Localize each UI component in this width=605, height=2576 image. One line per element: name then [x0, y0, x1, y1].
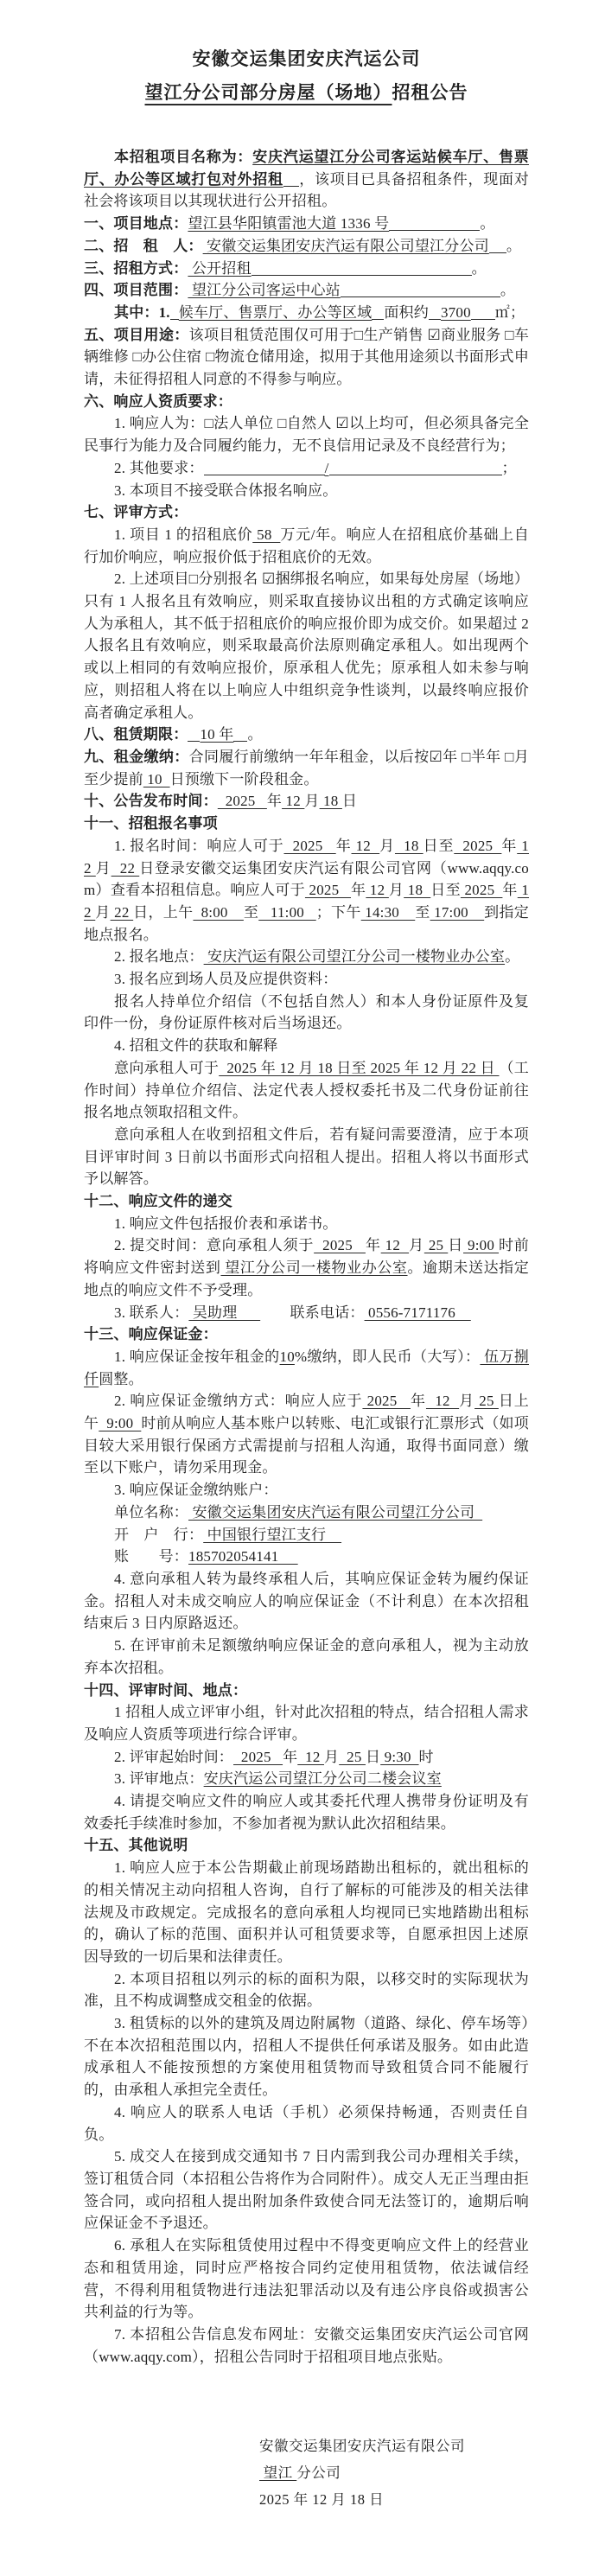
text-run: 月: [324, 1748, 340, 1765]
checkbox-checked-icon: ☑: [429, 748, 443, 765]
text-run: 9:00: [463, 1237, 500, 1254]
text-run: 年: [335, 837, 352, 854]
text-run: 2. 响应保证金缴纳方式：响应人应于: [114, 1393, 363, 1410]
checkbox-checked-icon: ☑: [335, 415, 349, 432]
checkbox-unchecked-icon: □: [205, 348, 215, 366]
doc-acquisition-heading: [84, 1035, 529, 1057]
other-item-2: [84, 1968, 529, 2012]
text-run: 月: [95, 903, 111, 921]
text-run: 物流仓储用途，拟用于其他用途须以书面形式申请，未征得招租人同意的不得参与响应。: [84, 348, 530, 388]
text-run: 七、评审方式：: [84, 504, 188, 521]
text-run: 二、招 租 人：: [84, 237, 203, 254]
text-run: 9:30: [380, 1748, 419, 1765]
text-run: 25: [474, 1393, 499, 1410]
document-title-line2: [84, 80, 529, 106]
text-run: 账 号：: [114, 1548, 188, 1565]
signup-personnel: [84, 968, 529, 991]
text-run: 其中：1.: [114, 303, 170, 321]
checkbox-unchecked-icon: □: [132, 348, 143, 366]
text-run: 2025: [454, 837, 502, 854]
text-run: 。: [480, 215, 495, 233]
text-run: 日，上午: [133, 903, 194, 921]
text-run: 到指定地点报名。: [84, 903, 530, 943]
section-10-publish-date: [84, 790, 529, 813]
text-run: 该项目租赁范围仅可用于: [188, 326, 354, 343]
text-run: 月: [304, 793, 320, 810]
signup-materials: [84, 991, 529, 1035]
signature-company: 安徽交运集团安庆汽运有限公司: [259, 2438, 465, 2454]
text-run: 18: [404, 882, 431, 899]
text-run: 安徽交运集团安庆汽运有限公司望江分公司: [188, 1503, 483, 1521]
signature-block: [259, 2433, 465, 2513]
section-15-heading: [84, 1834, 529, 1857]
checkbox-checked-icon: ☑: [427, 326, 441, 343]
blank-underline: [170, 319, 179, 320]
section-6-heading: [84, 391, 529, 413]
text-run: 生产销售: [363, 326, 428, 343]
review-time-item-3: [84, 1768, 529, 1790]
other-item-6: [84, 2235, 529, 2324]
section-13-heading: [84, 1323, 529, 1346]
text-run: 。逾期未送达指定地点的响应文件不予受理。: [84, 1259, 529, 1298]
text-run: 一、项目地点：: [84, 215, 188, 233]
text-run: 十三、响应保证金：: [84, 1326, 218, 1343]
text-run: 办公住宿: [142, 348, 206, 366]
blank-underline: [283, 186, 299, 187]
text-run: 日上午: [84, 1393, 529, 1432]
text-run: 法人单位: [213, 415, 278, 432]
text-run: 联系电话：: [260, 1304, 365, 1321]
text-run: 4. 请提交响应文件的响应人或其委托代理人携带身份证明及有效委托手续准时参加，不参加者视为默认此次招租结果。: [84, 1793, 529, 1832]
text-run: 。: [247, 726, 263, 743]
text-run: 候车厅、售票厅、办公等区域: [178, 303, 373, 321]
text-run: 3. 报名应到场人员及应提供资料：: [114, 971, 338, 988]
signature-date: 2025 年 12 月 18 日: [259, 2491, 385, 2508]
text-run: 9:00: [99, 1415, 142, 1432]
text-run: 意向承租人在收到招租文件后，若有疑问需要澄清，应于本项目评审时间 3 日前以书面形式向招租人提出。招租人将以书面形式予以解答。: [84, 1125, 529, 1188]
text-run: 四、项目范围：: [84, 282, 188, 299]
text-run: 1. 报名时间：响应人可于: [114, 837, 284, 854]
checkbox-unchecked-icon: □: [353, 326, 364, 343]
text-run: ；下午: [315, 903, 361, 921]
response-docs-contact: [84, 1302, 529, 1324]
text-run: 12: [282, 793, 305, 810]
text-run: 至: [415, 903, 430, 921]
review-time-item-2: [84, 1746, 529, 1769]
text-run: 单位名称：: [114, 1503, 188, 1521]
text-run: 五、项目用途：: [84, 326, 189, 343]
deposit-item-2: [84, 1390, 529, 1479]
text-run: 月: [388, 882, 404, 899]
other-item-1: [84, 1857, 529, 1968]
section-12-heading: [84, 1190, 529, 1213]
text-run: 月: [459, 1393, 475, 1410]
document-title-line1: [84, 0, 529, 73]
signup-time: [84, 835, 529, 947]
text-run: 12: [425, 1393, 460, 1410]
text-run: 2. 上述项目: [114, 571, 189, 588]
text-run: 18: [394, 837, 424, 854]
text-run: 0556-7171176: [364, 1304, 471, 1321]
text-run: 2025: [283, 837, 336, 854]
deposit-account-bank: [84, 1524, 529, 1546]
text-run: 1. 项目 1 的招租底价: [114, 526, 253, 543]
text-run: 日至: [430, 882, 461, 899]
text-run: 2025: [460, 882, 503, 899]
blank-underline: [252, 275, 472, 276]
checkbox-checked-icon: ☑: [261, 571, 276, 588]
text-run: 2025: [362, 1393, 411, 1410]
section-2-lessor: [84, 235, 529, 258]
blank-underline: [233, 741, 247, 742]
signature-branch-line: [259, 2459, 465, 2486]
text-run: 十四、评审时间、地点：: [84, 1681, 248, 1699]
other-item-4: [84, 2101, 529, 2146]
checkbox-unchecked-icon: □: [277, 415, 287, 432]
text-run: 公开招租: [188, 259, 252, 277]
checkbox-unchecked-icon: □: [462, 748, 471, 765]
section-11-heading: [84, 813, 529, 835]
section-3-method: [84, 258, 529, 280]
text-run: 。: [505, 948, 520, 966]
text-run: 商业服务: [440, 326, 506, 343]
blank-underline: [389, 230, 480, 231]
text-run: 年: [502, 882, 518, 899]
text-run: 时前将响应文件密封送到: [84, 1237, 529, 1277]
text-run: 至少提前: [84, 770, 143, 787]
text-run: 以上均可，但必须具备完全民事行为能力及合同履约能力，无不良信用记录及不良经营行为；: [84, 415, 530, 455]
response-docs-item-1: [84, 1213, 529, 1235]
text-run: 报名人持单位介绍信（不包括自然人）和本人身份证原件及复印件一份，身份证原件核对后当场退还。: [84, 992, 529, 1032]
text-run: 年: [283, 1748, 298, 1765]
text-run: 6. 承租人在实际租赁使用过程中不得变更响应文件上的经营业态和租赁用途，同时应严格按合同约定使用租赁物，依法诚信经营，不得利用租赁物进行违法犯罪活动以及有违公序良俗或损害公共利益的行为等。: [84, 2237, 529, 2321]
text-run: 十五、其他说明: [84, 1837, 188, 1854]
text-run: 本招租项目名称为：: [114, 149, 253, 165]
other-item-5: [84, 2146, 529, 2235]
text-run: 22: [110, 903, 134, 921]
text-run: 1. 响应保证金按年租金的: [114, 1348, 280, 1365]
text-run: ㎡；: [494, 303, 525, 321]
text-run: ；: [501, 459, 517, 476]
text-run: 12: [84, 837, 529, 877]
review-time-item-1: [84, 1701, 529, 1745]
text-run: 日: [448, 1237, 463, 1254]
checkbox-unchecked-icon: □: [505, 748, 514, 765]
text-run: 合同履行前缴纳一年年租金，以后按: [188, 748, 430, 765]
text-run: 日预缴下一阶段租金。: [169, 770, 319, 787]
text-run: 伍万捌仟: [84, 1348, 529, 1387]
text-run: 4. 意向承租人转为最终承租人后，其响应保证金转为履约保证金。招租人对未成交响应人的响应保证金（不计利息）在本次招租结束后 3 日内原路返还。: [84, 1571, 529, 1632]
signup-location: [84, 946, 529, 968]
blank-underline: [372, 319, 384, 320]
text-run: 车辆维修: [84, 326, 530, 366]
text-run: 25: [424, 1237, 449, 1254]
text-run: 17:00: [430, 903, 485, 921]
text-run: 2. 提交时间：意向承租人须于: [114, 1237, 315, 1254]
checkbox-unchecked-icon: □: [505, 326, 514, 343]
deposit-account-number: [84, 1546, 529, 1568]
deposit-item-4: [84, 1568, 529, 1635]
text-run: 年: [501, 837, 518, 854]
scope-detail: [84, 302, 529, 324]
other-item-7: [84, 2324, 529, 2368]
response-docs-item-2: [84, 1234, 529, 1301]
text-run: 2025: [304, 882, 351, 899]
text-run: 3700: [440, 303, 471, 321]
section-1-location: [84, 213, 529, 235]
deposit-account-name: [84, 1502, 529, 1524]
text-run: 2025: [217, 793, 267, 810]
text-run: 中国银行望江支行: [203, 1526, 342, 1543]
checkbox-unchecked-icon: □: [204, 415, 214, 432]
text-run: 安庆汽运望江分公司客运站候车厅、售票厅、办公等区域打包对外招租: [84, 149, 529, 188]
blank-underline: [341, 296, 500, 297]
text-run: 日: [365, 1748, 381, 1765]
text-run: 日登录安徽交运集团安庆汽运有限公司官网（www.aqqy.com）查看本招租信息。响应人可于: [84, 859, 530, 899]
other-item-3: [84, 2012, 529, 2101]
doc-acquisition-detail: [84, 1057, 529, 1124]
doc-clarification: [84, 1124, 529, 1190]
text-run: 八、租赁期限：: [84, 726, 188, 743]
text-run: 10: [143, 770, 170, 787]
text-run: 7. 本招租公告信息发布网址：安徽交运集团安庆汽运公司官网（www.aqqy.com），招租公告同时于招租项目地点张贴。: [84, 2325, 529, 2365]
text-run: 年: [365, 1237, 381, 1254]
text-run: 18: [319, 793, 342, 810]
text-run: 时: [418, 1748, 434, 1765]
text-run: 。: [471, 259, 487, 277]
review-time-item-4: [84, 1790, 529, 1834]
text-run: 1. 响应文件包括报价表和承诺书。: [114, 1215, 338, 1232]
text-run: 至: [243, 903, 259, 921]
text-run: 1. 响应人应于本公告期截止前现场踏勘出租标的，就出租标的的相关情况主动向招租人咨询，自行了解标的可能涉及的相关法律法规及市政规定。完成报名的意向承租人均视同已实地踏勘出租标的，确认了标的范围、面积并认可租赁要求等，自愿承担因上述原因导致的一切后果和法律责任。: [84, 1859, 529, 1965]
text-run: 12: [366, 882, 389, 899]
text-run: 月: [95, 859, 111, 877]
text-run: 望江分公司一楼物业办公室: [220, 1259, 408, 1277]
text-run: 时前从响应人基本账户以转账、电汇或银行汇票形式（如项目较大采用银行保函方式需提前与招租人沟通，取得书面同意）缴至以下账户，请勿采用现金。: [84, 1415, 529, 1476]
text-run: 4. 招租文件的获取和解释: [114, 1037, 278, 1055]
text-run: 2. 评审起始时间：: [114, 1748, 233, 1765]
text-run: ，该项目已具备招租条件，现面对社会将该项目以其现状进行公开招租。: [84, 170, 529, 210]
signature-company-line: [259, 2433, 465, 2459]
text-run: 3. 响应保证金缴纳账户：: [114, 1482, 278, 1499]
review-item-2: [84, 568, 529, 724]
section-5-usage: [84, 324, 529, 391]
qualification-item-2: [84, 457, 529, 480]
blank-underline: [429, 319, 441, 320]
text-run: 日至: [423, 837, 455, 854]
text-run: 年: [266, 793, 283, 810]
title-underlined-part: 望江分公司部分房屋（场地）: [144, 83, 392, 103]
text-run: 望江县华阳镇雷池大道 1336 号: [188, 215, 390, 233]
text-run: 12: [84, 882, 530, 921]
deposit-item-1: [84, 1346, 529, 1390]
company-name-title: 安徽交运集团安庆汽运公司: [192, 49, 421, 69]
text-run: 2025: [233, 1748, 283, 1765]
deposit-item-5: [84, 1635, 529, 1679]
text-run: 8:00: [193, 903, 244, 921]
text-run: 安徽交运集团安庆汽运有限公司望江分公司: [202, 237, 489, 254]
text-run: 2. 其他要求：: [114, 459, 204, 476]
text-run: 日: [341, 793, 358, 810]
text-run: 。: [500, 282, 516, 299]
text-run: 11:00: [258, 903, 316, 921]
text-run: 圆整。: [99, 1370, 143, 1387]
blank-underline: [188, 741, 200, 742]
text-run: 九、租金缴纳：: [84, 748, 189, 765]
text-run: /: [324, 459, 329, 476]
intro-paragraph: [84, 146, 529, 213]
text-run: （工作时间）持单位介绍信、法定代表人授权委托书及二代身份证前往报名地点领取招租文件。: [84, 1059, 529, 1121]
text-run: 4. 响应人的联系人电话（手机）必须保持畅通，否则责任自负。: [84, 2103, 529, 2143]
text-run: 12: [351, 837, 380, 854]
text-run: 10: [279, 1348, 295, 1365]
text-run: 安庆汽运公司望江分公司二楼会议室: [203, 1770, 442, 1788]
text-run: 月: [409, 1237, 424, 1254]
text-run: 年: [351, 882, 366, 899]
text-run: 5. 在评审前未足额缴纳响应保证金的意向承租人，视为主动放弃本次招租。: [84, 1637, 529, 1676]
text-run: 3. 评审地点：: [114, 1770, 204, 1788]
section-9-rent-payment: [84, 746, 529, 790]
section-14-heading: [84, 1680, 529, 1702]
section-8-lease-term: [84, 724, 529, 746]
text-run: 望江分公司客运中心站: [188, 282, 341, 299]
text-run: 自然人: [286, 415, 336, 432]
text-run: 月: [513, 748, 530, 765]
deposit-item-3: [84, 1479, 529, 1502]
text-run: 半年: [470, 748, 506, 765]
text-run: 22: [111, 859, 140, 877]
text-run: 2025 年 12 月 18 日至 2025 年 12 月 22 日: [219, 1059, 500, 1076]
text-run: 安庆汽运有限公司望江分公司一楼物业办公室: [203, 948, 506, 966]
text-run: 2. 报名地点：: [114, 948, 204, 966]
text-run: 12: [297, 1748, 325, 1765]
text-run: 1 招租人成立评审小组，针对此次招租的特点，结合招租人需求及响应人资质等项进行综合评审。: [84, 1704, 529, 1743]
text-run: 12: [380, 1237, 410, 1254]
text-run: 185702054141: [188, 1548, 298, 1565]
text-run: 捆绑报名响应，如果每处房屋（场地）只有 1 人报名且有效响应，则采取直接协议出租的方式确定该响应人为承租人，其不低于招租底价的响应报价即为成交价。如果超过 2 人报名且有效响应，则采取最高价法原则确定承租人。如出现两个或以上相同的有效响应报价，原承租人优先；原承租人如未参与响应，则招租人将在以上响应人中组织竞争性谈判，以最终响应报价高者确定承租人。: [84, 571, 530, 721]
qualification-item-1: [84, 412, 529, 456]
text-run: 十一、招租报名事项: [84, 815, 218, 832]
text-run: 十二、响应文件的递交: [84, 1193, 232, 1210]
text-run: 面积约: [384, 303, 429, 321]
review-item-1: [84, 524, 529, 568]
text-run: 分别报名: [198, 571, 262, 588]
text-run: 2025: [314, 1237, 366, 1254]
blank-underline: [471, 319, 495, 320]
section-7-heading: [84, 501, 529, 524]
text-run: 25: [339, 1748, 366, 1765]
signature-branch-underlined: 望江: [259, 2464, 297, 2481]
text-run: 2. 本项目招租以列示的标的面积为限，以移交时的实际现状为准，且不构成调整成交租金的依据。: [84, 1970, 529, 2010]
signature-branch-rest: 分公司: [296, 2464, 341, 2481]
text-run: 。: [506, 237, 522, 254]
text-run: 3. 租赁标的以外的建筑及周边附属物（道路、绿化、停车场等）不在本次招租范围以内，招租人不提供任何承诺及服务。如由此造成承租人不能按预想的方案使用租赁物而导致租赁合同不能履行的，由承租人承担完全责任。: [84, 2015, 529, 2099]
text-run: 14:30: [360, 903, 416, 921]
text-run: 3. 本项目不接受联合体报名响应。: [114, 481, 338, 499]
text-run: %缴纳，即人民币（大写）：: [294, 1348, 481, 1365]
section-4-scope: [84, 279, 529, 302]
text-run: 年: [411, 1393, 426, 1410]
text-run: 三、招租方式：: [84, 259, 188, 277]
text-run: 10 年: [200, 726, 234, 743]
text-run: 吴助理: [188, 1304, 261, 1321]
blank-underline: [489, 252, 506, 253]
text-run: 58: [252, 526, 281, 543]
text-run: 开 户 行：: [114, 1526, 204, 1543]
document-body: [84, 146, 529, 2368]
checkbox-unchecked-icon: □: [188, 571, 199, 588]
qualification-item-3: [84, 480, 529, 502]
text-run: 3. 联系人：: [114, 1304, 189, 1321]
text-run: 六、响应人资质要求：: [84, 392, 232, 410]
text-run: 年: [442, 748, 462, 765]
text-run: 1. 响应人为：: [114, 415, 205, 432]
text-run: 月: [379, 837, 395, 854]
text-run: 万元/年。响应人在招租底价基础上自行加价响应，响应报价低于招租底价的无效。: [84, 526, 530, 565]
title-plain-part: 招租公告: [392, 83, 468, 103]
text-run: 5. 成交人在接到成交通知书 7 日内需到我公司办理相关手续，签订租赁合同（本招租公告将作为合同附件）。成交人无正当理由拒签合同，或向招租人提出附加条件致使合同无法签订的，逾期后响应保证金不予退还。: [84, 2148, 529, 2232]
text-run: 意向承租人可于: [114, 1059, 220, 1076]
text-run: 十、公告发布时间：: [84, 793, 218, 810]
